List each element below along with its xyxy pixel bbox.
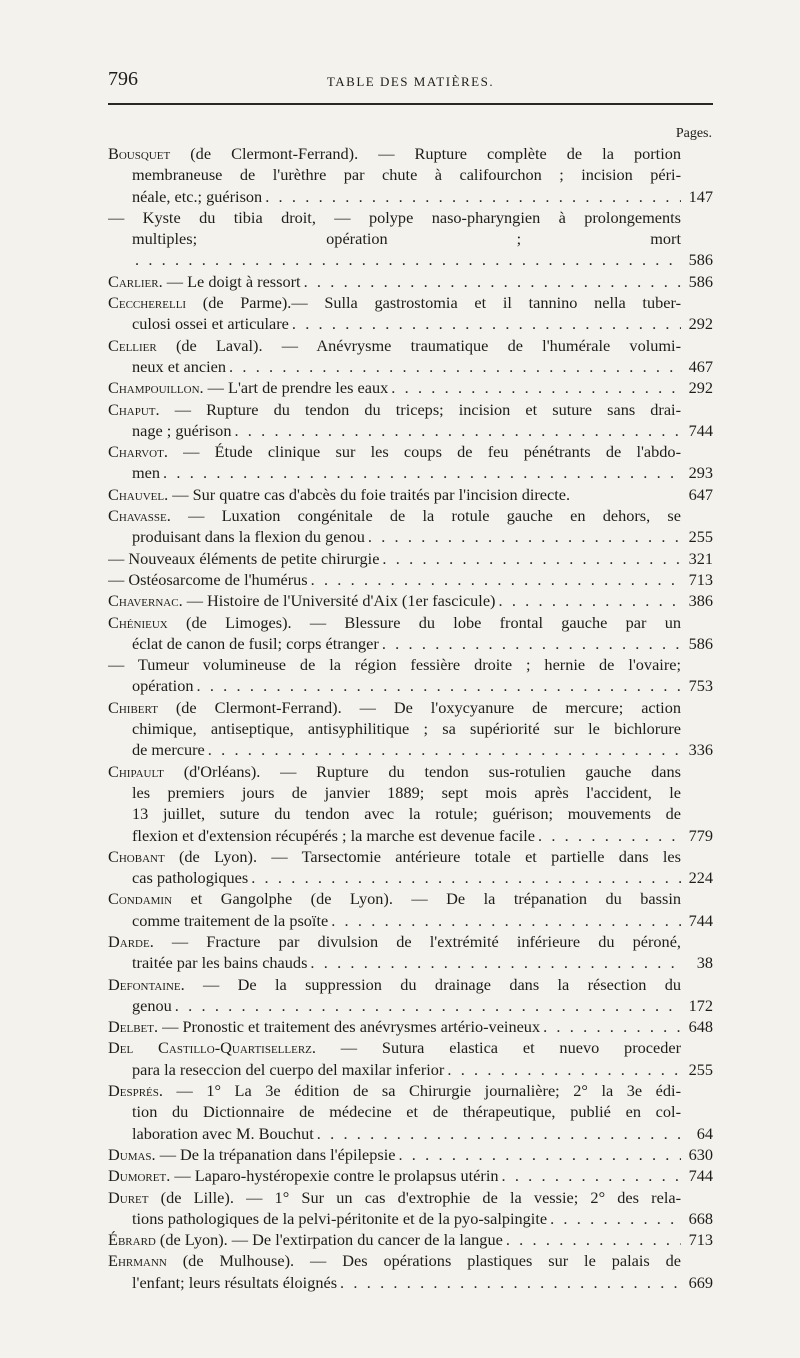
index-entry xyxy=(108,974,713,1017)
page-ref: 321 xyxy=(688,548,713,568)
entry-line xyxy=(108,143,713,164)
author-name: Dumas xyxy=(108,1144,152,1164)
entry-line xyxy=(108,1165,713,1186)
entry-title: genou xyxy=(132,995,172,1015)
dot-leader xyxy=(314,1123,681,1144)
entry-line xyxy=(108,995,713,1016)
index-entry xyxy=(108,1080,713,1144)
dot-leader xyxy=(499,1165,682,1186)
page-ref-spacer xyxy=(681,292,713,313)
index-entry xyxy=(108,931,713,974)
page-ref: 467 xyxy=(688,356,713,376)
index-entries xyxy=(108,143,713,1293)
entry-text xyxy=(108,271,681,292)
index-entry xyxy=(108,697,713,761)
entry-line xyxy=(108,846,713,867)
entry-title: cas pathologiques xyxy=(132,868,249,888)
index-entry xyxy=(108,1229,713,1250)
dot-leader xyxy=(444,1059,681,1080)
entry-line xyxy=(108,974,713,995)
entry-line xyxy=(108,462,713,483)
page-ref-spacer xyxy=(681,1037,713,1058)
dot-leader xyxy=(308,569,681,590)
entry-text xyxy=(108,1165,681,1186)
page-ref: 779 xyxy=(688,825,713,845)
entry-line xyxy=(108,377,713,398)
page-ref: 744 xyxy=(688,420,713,440)
entry-text xyxy=(132,526,681,547)
page-ref: 586 xyxy=(688,633,713,653)
entry-line xyxy=(108,313,713,334)
entry-text: chimique, antiseptique, antisyphilitique ; sa supériorité sur le bichlorure xyxy=(132,719,681,739)
index-entry xyxy=(108,377,713,398)
entry-text: Defontaine. — De la suppression du drainage dans la résection du xyxy=(108,974,681,994)
entry-line xyxy=(108,803,713,824)
entry-text: multiples; opération ; mort xyxy=(132,229,681,249)
entry-text xyxy=(132,675,681,696)
entry-line xyxy=(108,910,713,931)
entry-title: de mercure xyxy=(132,740,205,760)
author-name: Del Castillo-Quartisellerz xyxy=(108,1038,312,1058)
entry-text xyxy=(132,867,681,888)
index-entry xyxy=(108,1250,713,1293)
index-entry xyxy=(108,846,713,889)
author-name: Chipault xyxy=(108,761,164,781)
entry-line xyxy=(108,249,713,270)
entry-text: Chipault (d'Orléans). — Rupture du tendon sus-rotulien gauche dans xyxy=(108,761,681,781)
page-ref: 586 xyxy=(688,271,713,291)
entry-title: éclat de canon de fusil; corps étranger xyxy=(132,633,379,653)
page-ref: 64 xyxy=(696,1123,713,1143)
page-ref-spacer xyxy=(681,207,713,228)
index-entry xyxy=(108,1187,713,1230)
author-name: Duret xyxy=(108,1187,149,1207)
entry-line xyxy=(108,271,713,292)
entry-line xyxy=(108,356,713,377)
page-ref: 147 xyxy=(688,186,713,206)
entry-line xyxy=(108,1208,713,1229)
entry-line xyxy=(108,186,713,207)
entry-text xyxy=(132,462,681,483)
entry-text xyxy=(132,952,681,973)
entry-line xyxy=(108,697,713,718)
author-name: Champouillon xyxy=(108,378,200,398)
index-entry xyxy=(108,207,713,271)
page-ref-spacer xyxy=(681,974,713,995)
dot-leader xyxy=(160,462,681,483)
entry-title: — Nouveaux éléments de petite chirurgie xyxy=(108,548,380,568)
page-ref: 336 xyxy=(688,740,713,760)
entry-text: les premiers jours de janvier 1889; sept mois après l'accident, le xyxy=(132,782,681,802)
page-ref: 38 xyxy=(696,953,713,973)
entry-text xyxy=(132,186,681,207)
entry-line xyxy=(108,867,713,888)
dot-leader xyxy=(205,739,681,760)
entry-title: neux et ancien xyxy=(132,356,227,376)
author-name: Bousquet xyxy=(108,144,171,163)
page-ref-spacer xyxy=(681,1250,713,1271)
entry-line xyxy=(108,675,713,696)
index-entry xyxy=(108,335,713,378)
author-name: Delbet xyxy=(108,1017,154,1037)
entry-title: culosi ossei et articulare xyxy=(132,314,289,334)
entry-title: para la reseccion del cuerpo del maxilar inferior xyxy=(132,1059,445,1079)
page-ref: 255 xyxy=(688,527,713,547)
author-name: Ehrmann xyxy=(108,1251,167,1271)
entry-line xyxy=(108,207,713,228)
dot-leader xyxy=(547,1208,681,1229)
entry-title: — Ostéosarcome de l'humérus xyxy=(108,569,308,589)
dot-leader xyxy=(535,825,681,846)
entry-line xyxy=(108,1250,713,1271)
entry-line xyxy=(108,1229,713,1250)
entry-text xyxy=(132,1059,681,1080)
entry-line xyxy=(108,292,713,313)
page-ref: 713 xyxy=(688,1230,713,1250)
page-ref: 630 xyxy=(688,1144,713,1164)
index-entry xyxy=(108,888,713,931)
entry-line xyxy=(108,228,713,249)
page-ref-spacer xyxy=(681,846,713,867)
index-entry xyxy=(108,1037,713,1080)
entry-text: tion du Dictionnaire de médecine et de thérapeutique, publié en col- xyxy=(132,1102,681,1122)
page-ref-spacer xyxy=(681,335,713,356)
entry-text xyxy=(108,1144,681,1165)
entry-text: Bousquet (de Clermont-Ferrand). — Rupture complète de la portion xyxy=(108,144,681,163)
entry-text: Ehrmann (de Mulhouse). — Des opérations plastiques sur le palais de xyxy=(108,1251,681,1271)
entry-line xyxy=(108,931,713,952)
entry-line xyxy=(108,888,713,909)
page-ref-spacer xyxy=(681,164,713,185)
entry-line xyxy=(108,718,713,739)
pages-column-label: Pages. xyxy=(675,126,712,141)
dot-leader xyxy=(301,271,681,292)
entry-title: produisant dans la flexion du genou xyxy=(132,527,365,547)
entry-text: Ceccherelli (de Parme).— Sulla gastrostomia et il tannino nella tuber- xyxy=(108,293,681,313)
entry-text xyxy=(108,377,681,398)
dot-leader xyxy=(231,420,681,441)
page-ref: 669 xyxy=(688,1272,713,1292)
page-ref-spacer xyxy=(681,697,713,718)
author-name: Chavernac xyxy=(108,591,179,611)
author-name: Chavasse xyxy=(108,506,167,526)
page-ref-spacer xyxy=(681,612,713,633)
index-entry xyxy=(108,399,713,442)
page-ref-spacer xyxy=(681,143,713,164)
page-ref: 586 xyxy=(688,250,713,270)
entry-line xyxy=(108,1059,713,1080)
index-entry xyxy=(108,292,713,335)
entry-line xyxy=(108,1037,713,1058)
index-entry xyxy=(108,612,713,655)
entry-text xyxy=(108,1016,681,1037)
page-ref: 292 xyxy=(688,378,713,398)
entry-text xyxy=(132,633,681,654)
page-number: 796 xyxy=(108,68,138,90)
entry-line xyxy=(108,548,713,569)
page-ref: 668 xyxy=(688,1208,713,1228)
entry-text: Chaput. — Rupture du tendon du triceps; incision et suture sans drai- xyxy=(108,399,681,419)
entry-line xyxy=(108,505,713,526)
author-name: Defontaine xyxy=(108,974,181,994)
entry-text: Darde. — Fracture par divulsion de l'extrémité inférieure du péroné, xyxy=(108,931,681,951)
dot-leader xyxy=(395,1144,681,1165)
index-entry xyxy=(108,505,713,548)
dot-leader xyxy=(337,1272,681,1293)
entry-line xyxy=(108,526,713,547)
page-ref: 744 xyxy=(688,1166,713,1186)
page-ref: 713 xyxy=(688,569,713,589)
entry-text: Cellier (de Laval). — Anévrysme traumatique de l'humérale volumi- xyxy=(108,335,681,355)
author-name: Chobant xyxy=(108,846,165,866)
entry-line xyxy=(108,1016,713,1037)
index-entry xyxy=(108,590,713,611)
page-ref: 172 xyxy=(688,995,713,1015)
entry-text xyxy=(108,590,681,611)
page-ref: 753 xyxy=(688,676,713,696)
dot-leader xyxy=(495,590,681,611)
entry-line xyxy=(108,761,713,782)
author-name: Ceccherelli xyxy=(108,293,187,313)
entry-line xyxy=(108,1101,713,1122)
header-rule xyxy=(108,103,713,105)
page-ref-spacer xyxy=(681,803,713,824)
entry-line xyxy=(108,633,713,654)
page-ref-spacer xyxy=(681,441,713,462)
entry-title: l'enfant; leurs résultats éloignés xyxy=(132,1272,338,1292)
entry-line xyxy=(108,739,713,760)
author-name: Després xyxy=(108,1081,159,1101)
page-ref: 293 xyxy=(688,463,713,483)
index-entry xyxy=(108,654,713,697)
entry-line xyxy=(108,1272,713,1293)
entry-title: nage ; guérison xyxy=(132,420,232,440)
dot-leader xyxy=(132,249,681,270)
entry-title: opération xyxy=(132,676,194,696)
entry-title: men xyxy=(132,463,161,483)
page-header xyxy=(108,68,713,98)
entry-text xyxy=(132,739,681,760)
entry-text xyxy=(132,910,681,931)
entry-line xyxy=(108,612,713,633)
entry-title: Chavernac. — Histoire de l'Université d'Aix (1er fascicule) xyxy=(108,591,496,611)
page-ref-spacer xyxy=(681,782,713,803)
page-ref-spacer xyxy=(681,718,713,739)
dot-leader xyxy=(193,675,681,696)
page-ref-spacer xyxy=(681,399,713,420)
entry-text xyxy=(132,1208,681,1229)
entry-line xyxy=(108,1080,713,1101)
author-name: Darde xyxy=(108,931,150,951)
entry-line xyxy=(108,952,713,973)
index-entry xyxy=(108,569,713,590)
entry-line xyxy=(108,484,713,505)
entry-text: Duret (de Lille). — 1° Sur un cas d'extrophie de la vessie; 2° des rela- xyxy=(108,1187,681,1207)
page-ref: 255 xyxy=(688,1059,713,1079)
entry-text: Chobant (de Lyon). — Tarsectomie antérieure totale et partielle dans les xyxy=(108,846,681,866)
entry-title: Champouillon. — L'art de prendre les eaux xyxy=(108,378,389,398)
index-entry xyxy=(108,143,713,207)
page-ref: 647 xyxy=(688,484,713,504)
author-name: Condamin xyxy=(108,889,173,909)
dot-leader xyxy=(172,995,681,1016)
entry-text xyxy=(108,484,681,505)
entry-text xyxy=(132,420,681,441)
entry-line xyxy=(108,441,713,462)
page-ref: 648 xyxy=(688,1017,713,1037)
entry-title: traitée par les bains chauds xyxy=(132,953,308,973)
entry-title: Delbet. — Pronostic et traitement des anévrysmes artério-veineux xyxy=(108,1017,541,1037)
author-name: Cellier xyxy=(108,335,157,355)
entry-line xyxy=(108,1187,713,1208)
entry-text: membraneuse de l'urèthre par chute à califourchon ; incision péri- xyxy=(132,165,681,185)
dot-leader xyxy=(307,952,681,973)
entry-text: Chavasse. — Luxation congénitale de la rotule gauche en dehors, se xyxy=(108,506,681,526)
running-title: TABLE DES MATIÈRES. xyxy=(326,74,495,89)
dot-leader xyxy=(262,186,681,207)
index-entry xyxy=(108,761,713,846)
entry-title: Dumas. — De la trépanation dans l'épilepsie xyxy=(108,1144,396,1164)
entry-title: Carlier. — Le doigt à ressort xyxy=(108,271,301,291)
page-ref-spacer xyxy=(681,505,713,526)
entry-line xyxy=(108,1123,713,1144)
page-ref: 744 xyxy=(688,910,713,930)
page-ref-spacer xyxy=(681,1101,713,1122)
page-ref-spacer xyxy=(681,654,713,675)
entry-line xyxy=(108,590,713,611)
entry-title: comme traitement de la psoïte xyxy=(132,910,329,930)
dot-leader xyxy=(503,1229,681,1250)
entry-title: laboration avec M. Bouchut xyxy=(132,1123,314,1143)
page-ref-spacer xyxy=(681,1080,713,1101)
page-ref-spacer xyxy=(681,1187,713,1208)
entry-text xyxy=(108,569,681,590)
dot-leader xyxy=(328,910,681,931)
dot-leader xyxy=(248,867,681,888)
index-entry xyxy=(108,484,713,505)
index-entry xyxy=(108,548,713,569)
entry-text: Després. — 1° La 3e édition de sa Chirurgie journalière; 2° la 3e édi- xyxy=(108,1081,681,1101)
entry-title: Dumoret. — Laparo-hystéropexie contre le prolapsus utérin xyxy=(108,1166,499,1186)
index-entry xyxy=(108,441,713,484)
entry-line xyxy=(108,825,713,846)
index-entry xyxy=(108,1016,713,1037)
page-ref: 386 xyxy=(688,591,713,611)
page-ref-spacer xyxy=(681,228,713,249)
dot-leader xyxy=(388,377,681,398)
page-ref-spacer xyxy=(681,888,713,909)
entry-line xyxy=(108,1144,713,1165)
entry-text xyxy=(108,548,681,569)
index-entry xyxy=(108,271,713,292)
entry-line xyxy=(108,335,713,356)
entry-text xyxy=(108,1229,681,1250)
author-name: Dumoret xyxy=(108,1166,167,1186)
entry-text: 13 juillet, suture du tendon avec la rotule; guérison; mouvements de xyxy=(132,804,681,824)
entry-line xyxy=(108,164,713,185)
dot-leader xyxy=(379,633,681,654)
author-name: Chibert xyxy=(108,697,158,717)
entry-text xyxy=(132,995,681,1016)
page-ref-spacer xyxy=(681,761,713,782)
entry-text: Chénieux (de Limoges). — Blessure du lobe frontal gauche par un xyxy=(108,612,681,632)
entry-text xyxy=(132,825,681,846)
author-name: Charvot xyxy=(108,442,164,462)
entry-line xyxy=(108,569,713,590)
entry-text: Chibert (de Clermont-Ferrand). — De l'oxycyanure de mercure; action xyxy=(108,697,681,717)
index-entry xyxy=(108,1144,713,1165)
entry-line xyxy=(108,420,713,441)
dot-leader xyxy=(289,313,681,334)
page-ref-spacer xyxy=(681,931,713,952)
entry-text: Condamin et Gangolphe (de Lyon). — De la trépanation du bassin xyxy=(108,889,681,909)
entry-text xyxy=(132,249,681,270)
entry-text xyxy=(132,356,681,377)
author-name: Ébrard xyxy=(108,1230,156,1250)
entry-title: Ébrard (de Lyon). — De l'extirpation du cancer de la langue xyxy=(108,1230,503,1250)
entry-title: néale, etc.; guérison xyxy=(132,186,263,206)
author-name: Chaput xyxy=(108,399,156,419)
entry-text xyxy=(132,1272,681,1293)
author-name: Chauvel xyxy=(108,484,165,504)
entry-line xyxy=(108,654,713,675)
author-name: Carlier xyxy=(108,271,159,291)
dot-leader xyxy=(540,1016,681,1037)
entry-text xyxy=(132,1123,681,1144)
entry-text: — Tumeur volumineuse de la région fessière droite ; hernie de l'ovaire; xyxy=(108,655,681,675)
entry-line xyxy=(108,782,713,803)
entry-text xyxy=(132,313,681,334)
entry-title: tions pathologiques de la pelvi-péritonite et de la pyo-salpingite xyxy=(132,1208,548,1228)
page-ref: 224 xyxy=(688,868,713,888)
dot-leader xyxy=(226,356,681,377)
author-name: Chénieux xyxy=(108,612,168,632)
entry-text: — Kyste du tibia droit, — polype naso-pharyngien à prolongements xyxy=(108,207,681,227)
entry-line xyxy=(108,399,713,420)
index-entry xyxy=(108,1165,713,1186)
entry-text: Del Castillo-Quartisellerz. — Sutura elastica et nuevo proceder xyxy=(108,1038,681,1058)
entry-title: Chauvel. — Sur quatre cas d'abcès du foie traités par l'incision directe. xyxy=(108,484,571,504)
entry-text: Charvot. — Étude clinique sur les coups de feu pénétrants de l'abdo- xyxy=(108,442,681,462)
dot-leader xyxy=(379,548,681,569)
page-ref: 292 xyxy=(688,314,713,334)
dot-leader xyxy=(365,526,681,547)
entry-title: flexion et d'extension récupérés ; la marche est devenue facile xyxy=(132,825,535,845)
